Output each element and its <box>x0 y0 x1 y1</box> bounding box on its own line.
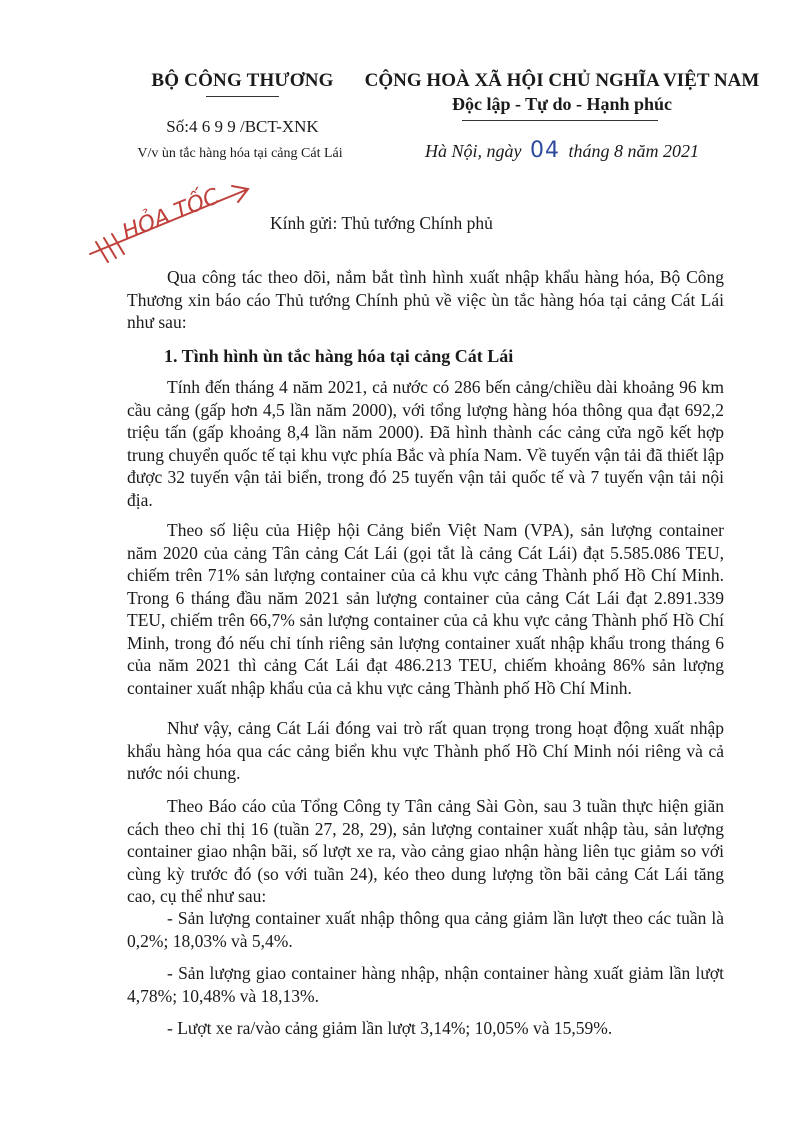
salutation: Kính gửi: Thủ tướng Chính phủ <box>270 213 493 233</box>
bullet-1-text: - Sản lượng container xuất nhập thông qua cảng giảm lần lượt theo các tuần là 0,2%; 18,03% và 5,4%. <box>127 908 724 951</box>
bullet-1 <box>127 907 724 952</box>
paragraph-4-text: Theo Báo cáo của Tổng Công ty Tân cảng Sài Gòn, sau 3 tuần thực hiện giãn cách theo chỉ thị 16 (tuần 27, 28, 29), sản lượng container xuất nhập tàu, sản lượng container giao nhận bãi, số lượt xe ra, vào cảng giao nhận hàng liên tục giảm so với cùng kỳ trước đó (so với tuần 24), kéo theo dung lượng tồn bãi cảng Cát Lái tăng cao, cụ thể như sau: <box>127 796 724 906</box>
paragraph-2-text: Theo số liệu của Hiệp hội Cảng biển Việt Nam (VPA), sản lượng container năm 2020 của cảng Tân cảng Cát Lái (gọi tắt là cảng Cát Lái) đạt 5.585.086 TEU, chiếm trên 71% sản lượng container của cả khu vực cảng Thành phố Hồ Chí Minh. Trong 6 tháng đầu năm 2021 sản lượng container của cảng Cát Lái đạt 2.891.339 TEU, chiếm trên 66,7% sản lượng container của cả khu vực cảng Thành phố Hồ Chí Minh, trong đó nếu chỉ tính riêng sản lượng container xuất nhập khẩu trong tháng 6 của năm 2021 thì cảng Cát Lái đạt 486.213 TEU, chiếm khoảng 86% sản lượng container xuất nhập khẩu của cả khu vực cảng Thành phố Hồ Chí Minh. <box>127 520 724 698</box>
document-subject: V/v ùn tắc hàng hóa tại cảng Cát Lái <box>137 146 343 161</box>
national-motto: Độc lập - Tự do - Hạnh phúc <box>451 94 673 114</box>
ministry-underline <box>206 96 279 97</box>
national-title: CỘNG HOÀ XÃ HỘI CHỦ NGHĨA VIỆT NAM <box>364 70 760 91</box>
date-suffix: tháng 8 năm 2021 <box>568 141 699 161</box>
document-number: Số:4 6 9 9 /BCT-XNK <box>166 117 319 136</box>
stamp-text: HỎA TỐC <box>118 184 223 246</box>
section-heading: 1. Tình hình ùn tắc hàng hóa tại cảng Cát Lái <box>164 346 514 366</box>
bullet-2-text: - Sản lượng giao container hàng nhập, nhận container hàng xuất giảm lần lượt 4,78%; 10,48% và 18,13%. <box>127 963 724 1006</box>
intro-paragraph <box>127 266 724 334</box>
motto-underline <box>462 120 658 121</box>
paragraph-3 <box>127 717 724 785</box>
bullet-3-text: - Lượt xe ra/vào cảng giảm lần lượt 3,14%; 10,05% và 15,59%. <box>167 1018 613 1038</box>
paragraph-4 <box>127 795 724 908</box>
paragraph-1-text: Tính đến tháng 4 năm 2021, cả nước có 286 bến cảng/chiều dài khoảng 96 km cầu cảng (gấp hơn 4,5 lần năm 2000), với tổng lượng hàng hóa thông qua đạt 692,2 triệu tấn (gấp khoảng 8,4 lần năm 2000). Đã hình thành các cảng cửa ngõ kết hợp trung chuyển quốc tế tại khu vực phía Bắc và phía Nam. Về tuyến vận tải đã thiết lập được 32 tuyến vận tải biển, trong đó 25 tuyến vận tải quốc tế và 7 tuyến vận tải nội địa. <box>127 377 724 510</box>
urgent-stamp <box>86 172 256 272</box>
paragraph-2 <box>127 519 724 699</box>
paragraph-3-text: Như vậy, cảng Cát Lái đóng vai trò rất quan trọng trong hoạt động xuất nhập khẩu hàng hóa qua các cảng biển khu vực Thành phố Hồ Chí Minh nói riêng và cả nước nói chung. <box>127 718 724 783</box>
bullet-3 <box>127 1017 724 1040</box>
ministry-name: BỘ CÔNG THƯƠNG <box>151 70 334 91</box>
date-prefix: Hà Nội, ngày <box>425 141 522 161</box>
intro-text: Qua công tác theo dõi, nắm bắt tình hình xuất nhập khẩu hàng hóa, Bộ Công Thương xin báo cáo Thủ tướng Chính phủ về việc ùn tắc hàng hóa tại cảng Cát Lái như sau: <box>127 267 724 332</box>
date-line <box>362 138 762 163</box>
paragraph-1 <box>127 376 724 511</box>
date-day-handwritten: 04 <box>530 138 560 163</box>
bullet-2 <box>127 962 724 1007</box>
